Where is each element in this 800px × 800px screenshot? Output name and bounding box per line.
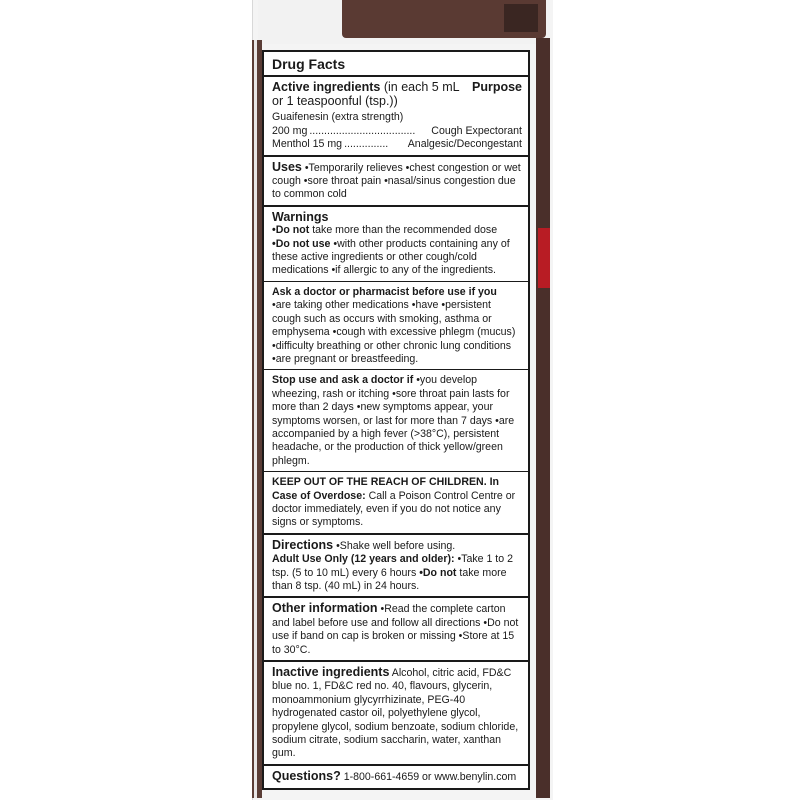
brand-logo-fragment (504, 4, 538, 32)
directions-heading: Directions (272, 537, 334, 552)
ingredient-row: Menthol 15 mg ............... Analgesic/Decongestant (272, 138, 522, 151)
warnings-heading: Warnings (272, 209, 329, 224)
other-information-section: Other information •Read the complete carton and label before use and follow all directions •Do not use if band on cap is broken or missing •Store at 15 to 30°C. (264, 598, 528, 662)
inactive-ingredients-heading: Inactive ingredients (272, 665, 390, 680)
questions-heading: Questions? (272, 768, 341, 783)
carton-top-strip (342, 0, 546, 38)
active-ingredients-heading: Active ingredients (272, 80, 381, 94)
drug-facts-title: Drug Facts (264, 52, 528, 77)
carton-red-accent (538, 228, 550, 288)
ask-doctor-heading: Ask a doctor or pharmacist before use if you (272, 285, 497, 298)
stop-use-section: Stop use and ask a doctor if •you develop wheezing, rash or itching •sore throat pain lasts for more than 2 days •new symptoms appear, your symptoms worsen, or last for more than 7 days •are accompanied by a high fever (>38°C), persistent headache, or the production of thick yellow/green phlegm. (264, 370, 528, 472)
ingredient-name: Guaifenesin (extra strength) (272, 111, 404, 124)
directions-section: Directions •Shake well before using. Adult Use Only (12 years and older): •Take 1 to 2 tsp. (5 to 10 mL) every 6 hours •Do not take more than 8 tsp. (40 mL) in 24 hours. (264, 535, 528, 599)
warnings-section: Warnings •Do not take more than the recommended dose •Do not use •with other products containing any of these active ingredients or other cough/cold medications •if allergic to any of the ingredients. (264, 207, 528, 282)
stop-use-heading: Stop use and ask a doctor if (272, 374, 414, 387)
inactive-ingredients-section: Inactive ingredients Alcohol, citric acid, FD&C blue no. 1, FD&C red no. 40, flavours, glycerin, monoammonium glycyrrhizinate, PEG-40 hydrogenated castor oil, polyethylene glycol, propylene glycol, sodium benzoate, sodium chloride, sodium citrate, sodium saccharin, water, xanthan gum. (264, 662, 528, 766)
active-ingredients-subheading: or 1 teaspoonful (tsp.)) (272, 94, 398, 109)
uses-heading: Uses (272, 159, 302, 174)
ask-doctor-section: Ask a doctor or pharmacist before use if you •are taking other medications •have •persistent cough such as occurs with smoking, asthma or emphysema •cough with excessive phlegm (mucus) •difficulty breathing or other chronic lung conditions •are pregnant or breastfeeding. (264, 282, 528, 370)
ingredient-row: 200 mg .................................... Cough Expectorant (272, 124, 522, 137)
drug-facts-panel (262, 50, 530, 790)
active-ingredients-section: Active ingredients (in each 5 mL Purpose or 1 teaspoonful (tsp.)) Guaifenesin (extra strength) 200 mg .................................... Cough Expectorant Menthol 15 mg ............... Analgesic/Decongestant (264, 77, 528, 157)
carton-left-edge (252, 40, 262, 798)
questions-section: Questions? 1-800-661-4659 or www.benylin.com (272, 768, 517, 783)
purpose-heading: Purpose (471, 80, 522, 94)
carton-right-band (536, 38, 550, 798)
other-information-heading: Other information (272, 601, 378, 616)
uses-section: Uses •Temporarily relieves •chest congestion or wet cough •sore throat pain •nasal/sinus congestion due to common cold (264, 157, 528, 207)
keep-out-section: KEEP OUT OF THE REACH OF CHILDREN. In Case of Overdose: Call a Poison Control Centre or doctor immediately, even if you do not notice any signs or symptoms. (264, 472, 528, 535)
